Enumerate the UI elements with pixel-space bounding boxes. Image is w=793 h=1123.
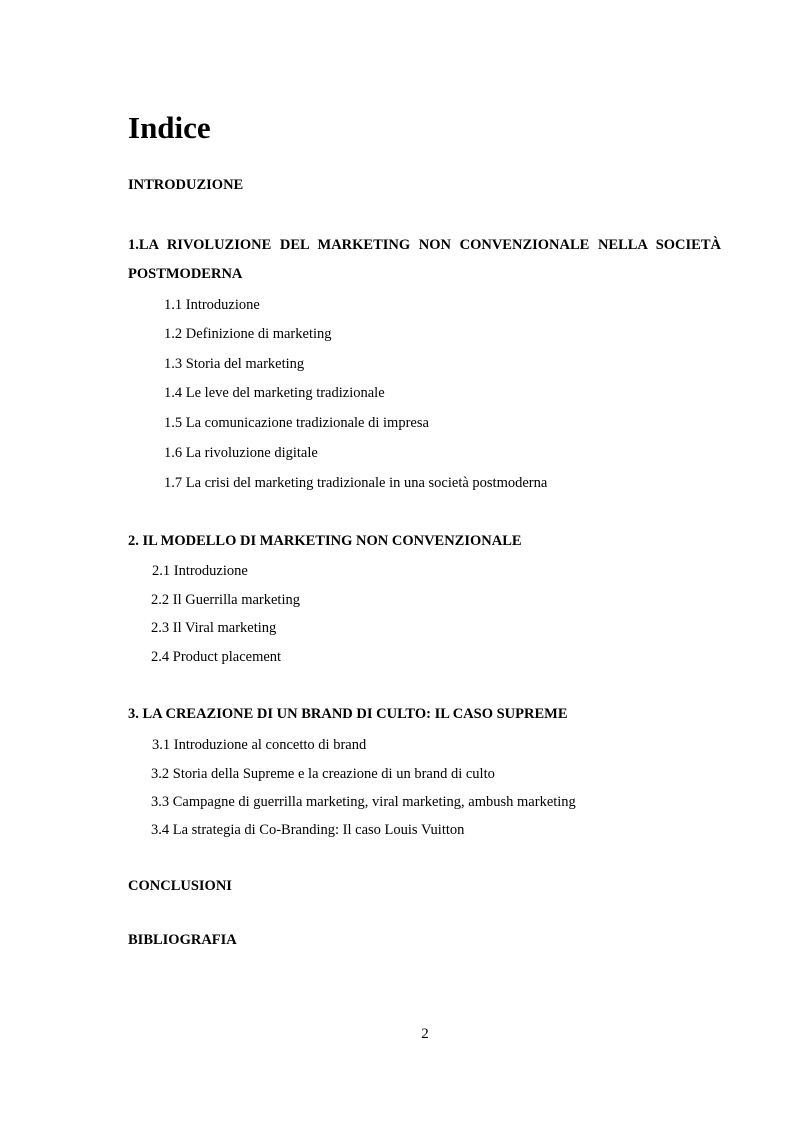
toc-item-3-4: 3.4 La strategia di Co-Branding: Il caso Louis Vuitton	[151, 822, 465, 838]
toc-item-2-3: 2.3 Il Viral marketing	[151, 620, 277, 636]
toc-item-3-1: 3.1 Introduzione al concetto di brand	[152, 737, 367, 753]
toc-item-2-1: 2.1 Introduzione	[152, 563, 248, 579]
toc-conclusions: CONCLUSIONI	[128, 878, 232, 894]
toc-item-2-2: 2.2 Il Guerrilla marketing	[151, 592, 300, 608]
page-title: Indice	[128, 110, 211, 145]
toc-item-1-6: 1.6 La rivoluzione digitale	[164, 445, 318, 461]
toc-item-1-5: 1.5 La comunicazione tradizionale di impresa	[164, 415, 429, 431]
toc-item-1-1: 1.1 Introduzione	[164, 297, 260, 313]
toc-chapter-2-heading: 2. IL MODELLO DI MARKETING NON CONVENZIONALE	[128, 533, 522, 549]
toc-item-1-7: 1.7 La crisi del marketing tradizionale in una società postmoderna	[164, 475, 548, 491]
toc-item-2-4: 2.4 Product placement	[151, 649, 282, 665]
toc-bibliography: BIBLIOGRAFIA	[128, 932, 237, 948]
toc-item-3-3: 3.3 Campagne di guerrilla marketing, viral marketing, ambush marketing	[151, 794, 576, 810]
toc-introduction: INTRODUZIONE	[128, 177, 244, 193]
toc-item-1-3: 1.3 Storia del marketing	[164, 356, 305, 372]
page-number: 2	[421, 1026, 429, 1042]
toc-chapter-3-heading: 3. LA CREAZIONE DI UN BRAND DI CULTO: IL CASO SUPREME	[128, 706, 568, 722]
toc-chapter-1-heading: 1.LA RIVOLUZIONE DEL MARKETING NON CONVENZIONALE NELLA SOCIETÀ POSTMODERNA	[128, 237, 721, 282]
toc-item-1-4: 1.4 Le leve del marketing tradizionale	[164, 385, 385, 401]
toc-item-1-2: 1.2 Definizione di marketing	[164, 326, 332, 342]
toc-item-3-2: 3.2 Storia della Supreme e la creazione di un brand di culto	[151, 766, 495, 782]
